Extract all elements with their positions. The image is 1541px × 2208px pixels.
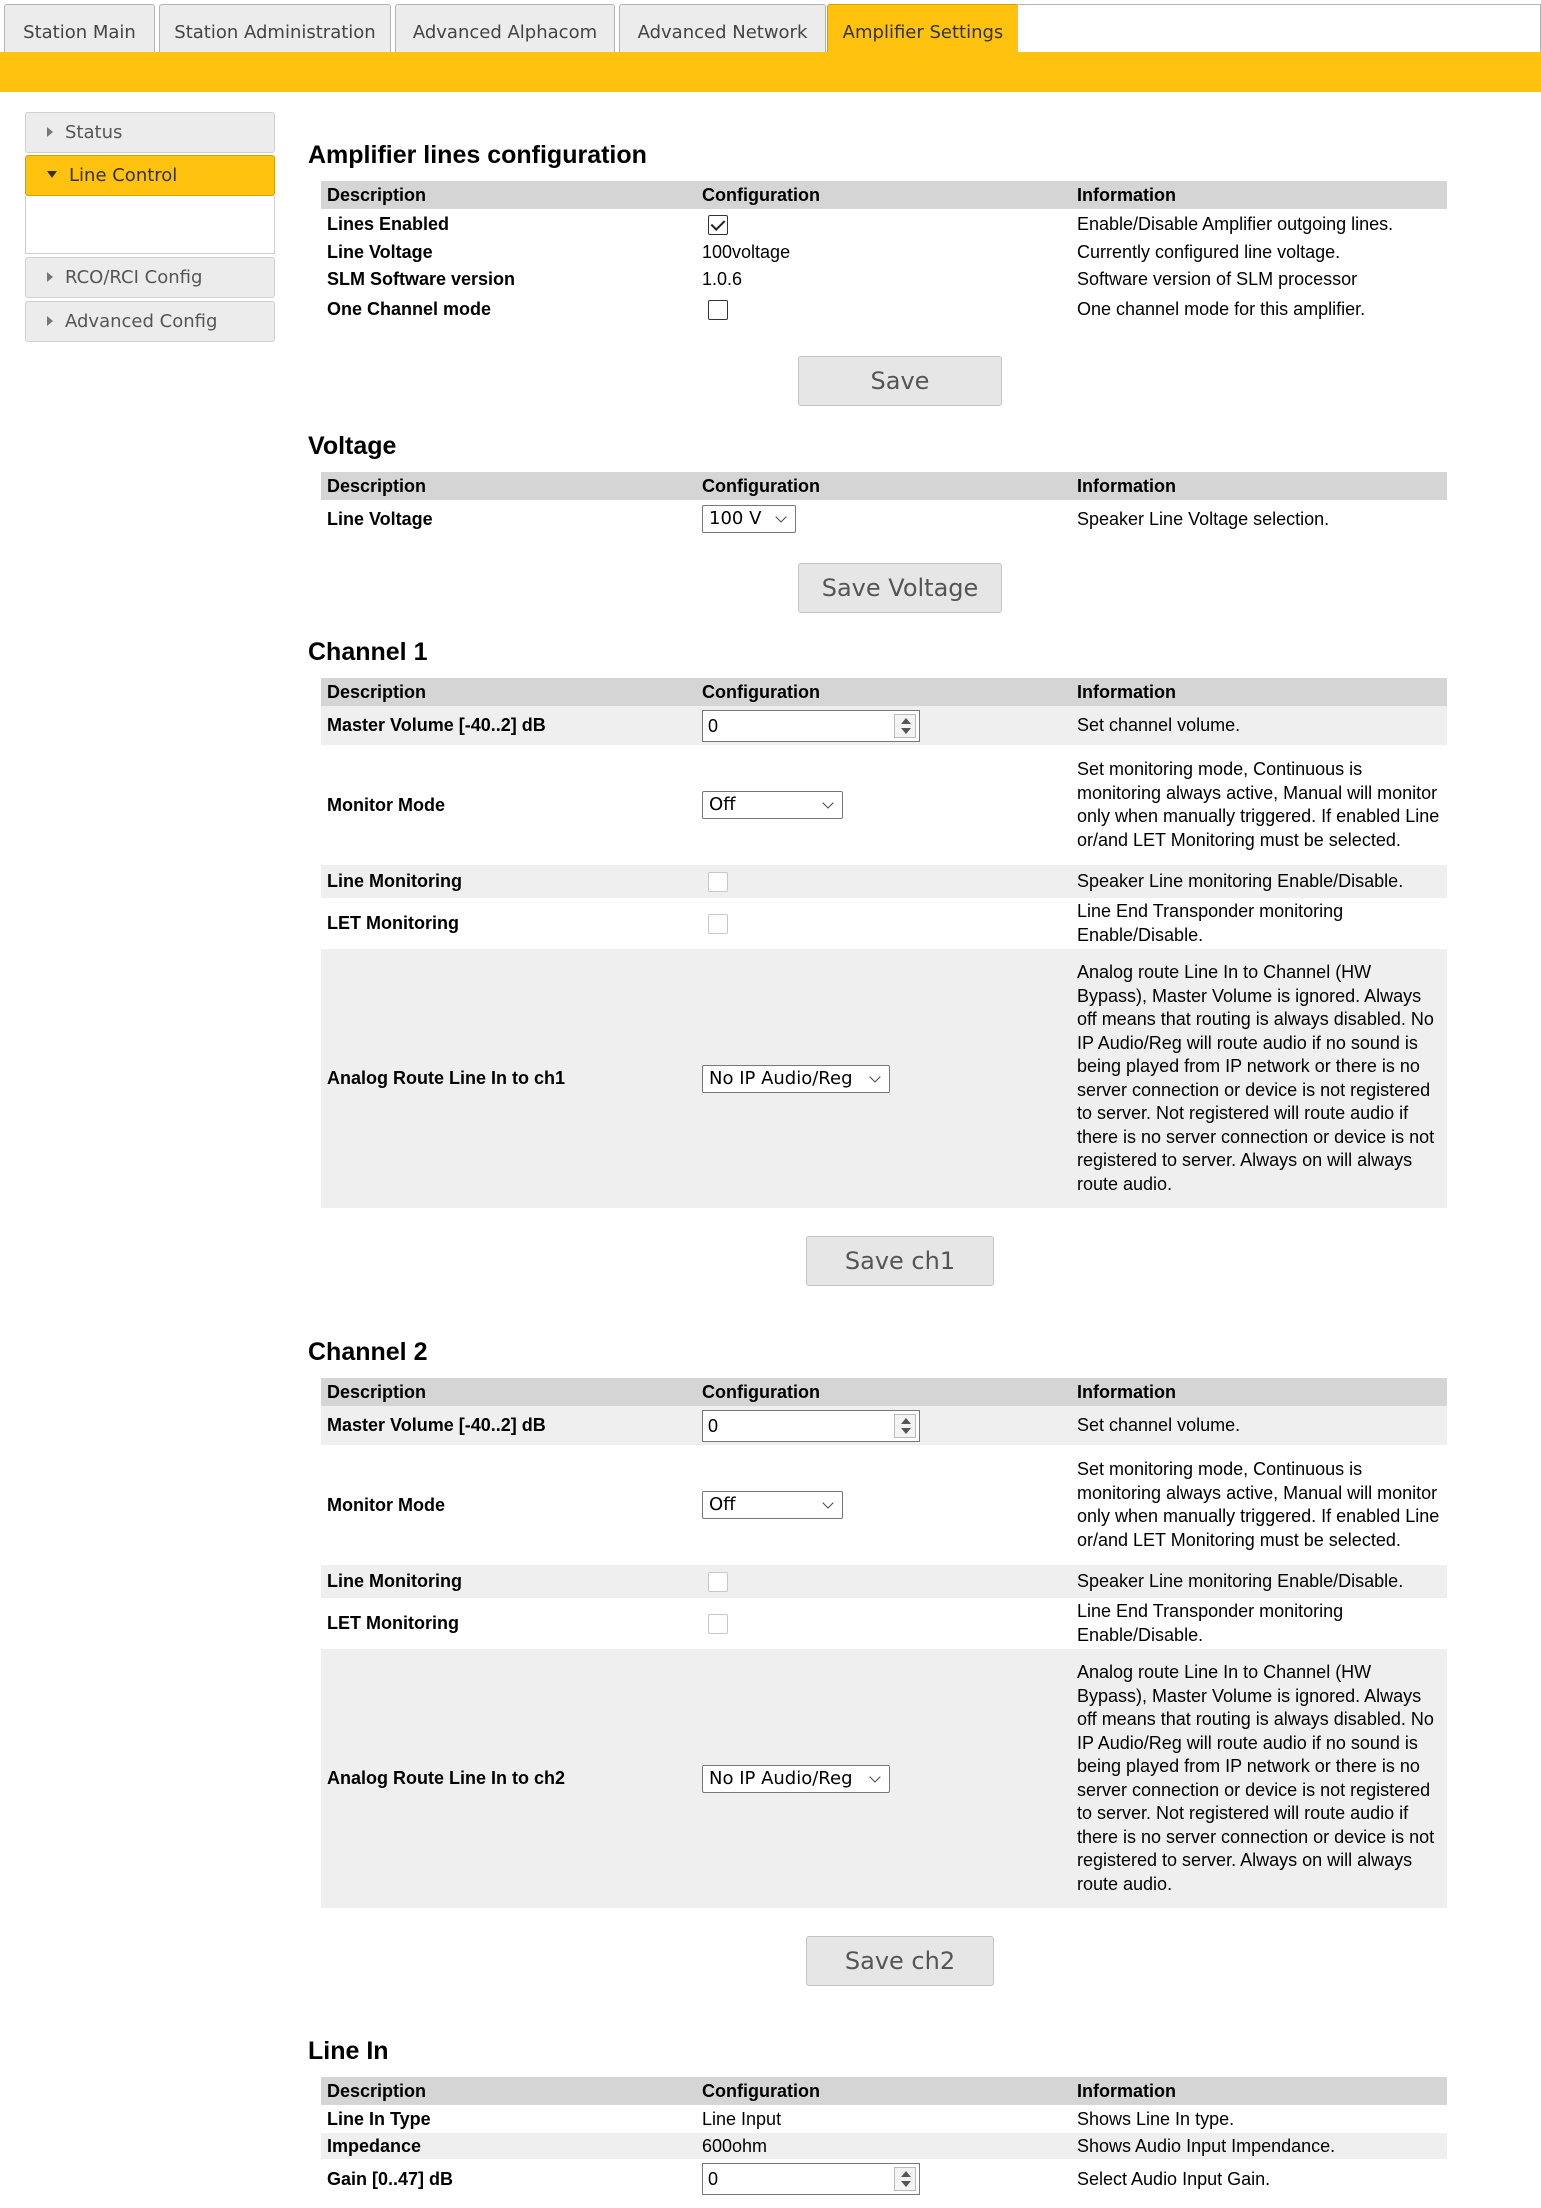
row-label: SLM Software version	[327, 269, 516, 289]
col-header-description: Description	[321, 2077, 696, 2105]
row-info: Speaker Line Voltage selection.	[1077, 508, 1330, 529]
sidebar-item-label: Advanced Config	[65, 311, 218, 332]
col-header-information: Information	[1071, 678, 1447, 706]
row-label: Monitor Mode	[327, 1494, 445, 1515]
col-header-configuration: Configuration	[696, 678, 1071, 706]
col-header-description: Description	[321, 1378, 696, 1406]
analog-route-select[interactable]: No IP Audio/Reg	[702, 1065, 890, 1093]
section-title-channel-1: Channel 1	[308, 638, 428, 666]
row-label: Monitor Mode	[327, 794, 445, 815]
tab-amplifier-settings[interactable]: Amplifier Settings	[827, 4, 1019, 52]
sidebar-item-label: Status	[65, 122, 123, 143]
monitor-mode-select[interactable]: Off	[702, 1491, 843, 1519]
row-label: Master Volume [-40..2] dB	[321, 706, 696, 745]
sidebar-item-status[interactable]	[25, 112, 275, 153]
row-info: Speaker Line monitoring Enable/Disable.	[1071, 1565, 1447, 1598]
gain-value: 0	[708, 2169, 719, 2189]
tab-bar-filler	[1018, 4, 1541, 52]
top-tab-bar	[0, 0, 1541, 52]
sidebar-item-label: RCO/RCI Config	[65, 267, 203, 288]
row-label: Line In Type	[327, 2108, 431, 2129]
sidebar-item-line-control[interactable]	[25, 155, 275, 196]
row-info: Software version of SLM processor	[1077, 269, 1358, 289]
row-label: Line Monitoring	[321, 1565, 696, 1598]
spinner-icon[interactable]	[894, 2167, 916, 2191]
save-ch2-button[interactable]: Save ch2	[806, 1936, 994, 1986]
row-info: Set channel volume.	[1071, 706, 1447, 745]
sidebar-submenu-panel	[25, 196, 275, 254]
row-info: Shows Line In type.	[1077, 2108, 1235, 2129]
monitor-mode-select[interactable]: Off	[702, 791, 843, 819]
row-info: Set monitoring mode, Continuous is monitoring always active, Manual will monitor only when manually triggered. If enabled Line or/and LET Monitoring must be selected.	[1077, 759, 1440, 850]
master-volume-value: 0	[708, 1415, 719, 1436]
lines-config-table	[321, 181, 1447, 325]
save-ch1-button[interactable]: Save ch1	[806, 1236, 994, 1286]
row-label: Impedance	[321, 2133, 696, 2159]
row-info: Analog route Line In to Channel (HW Bypass), Master Volume is ignored. Always off means that routing is always disabled. No IP Audio/Reg will route audio if no sound is being played from IP network or there is no server connection or device is not registered to server. Not registered will route audio if there is no server connection or device is not registered to server. Always on will always route audio.	[1071, 1649, 1447, 1908]
save-voltage-button[interactable]: Save Voltage	[798, 563, 1002, 613]
one-channel-mode-checkbox[interactable]	[708, 300, 728, 320]
channel-1-table	[321, 678, 1447, 1208]
col-header-configuration: Configuration	[696, 1378, 1071, 1406]
master-volume-input[interactable]	[702, 1410, 920, 1442]
row-info: Analog route Line In to Channel (HW Bypass), Master Volume is ignored. Always off means that routing is always disabled. No IP Audio/Reg will route audio if no sound is being played from IP network or there is no server connection or device is not registered to server. Not registered will route audio if there is no server connection or device is not registered to server. Always on will always route audio.	[1071, 949, 1447, 1208]
tab-advanced-alphacom[interactable]: Advanced Alphacom	[395, 4, 615, 52]
analog-route-select[interactable]: No IP Audio/Reg	[702, 1765, 890, 1793]
chevron-right-icon	[47, 316, 53, 326]
row-info: Speaker Line monitoring Enable/Disable.	[1071, 865, 1447, 898]
gain-input[interactable]	[702, 2163, 920, 2195]
line-in-table	[321, 2077, 1447, 2199]
section-title-line-in: Line In	[308, 2037, 389, 2065]
row-info: Line End Transponder monitoring Enable/Disable.	[1077, 1601, 1344, 1645]
header-strip	[0, 52, 1541, 92]
row-label: Line Monitoring	[321, 865, 696, 898]
master-volume-input[interactable]	[702, 710, 920, 742]
row-label: Gain [0..47] dB	[327, 2168, 454, 2189]
line-monitoring-checkbox[interactable]	[708, 872, 728, 892]
let-monitoring-checkbox[interactable]	[708, 914, 728, 934]
col-header-information: Information	[1071, 181, 1447, 209]
row-info: One channel mode for this amplifier.	[1077, 298, 1366, 319]
col-header-configuration: Configuration	[696, 2077, 1071, 2105]
tab-advanced-network[interactable]: Advanced Network	[619, 4, 826, 52]
line-in-type-value: Line Input	[702, 2108, 782, 2129]
impedance-value: 600ohm	[696, 2133, 1071, 2159]
row-info: Currently configured line voltage.	[1077, 242, 1341, 262]
col-header-description: Description	[321, 678, 696, 706]
col-header-configuration: Configuration	[696, 181, 1071, 209]
row-label: Analog Route Line In to ch1	[321, 949, 696, 1208]
row-info: Enable/Disable Amplifier outgoing lines.	[1077, 213, 1394, 234]
lines-enabled-checkbox[interactable]	[708, 215, 728, 235]
row-label: Analog Route Line In to ch2	[321, 1649, 696, 1908]
line-voltage-select[interactable]: 100 V	[702, 505, 796, 533]
tab-station-main[interactable]: Station Main	[4, 4, 155, 52]
section-title-voltage: Voltage	[308, 432, 397, 460]
master-volume-value: 0	[708, 715, 719, 736]
row-label: Master Volume [-40..2] dB	[321, 1406, 696, 1445]
spinner-icon[interactable]	[894, 1414, 916, 1438]
sidebar-item-advanced-config[interactable]	[25, 301, 275, 342]
slm-version-value: 1.0.6	[702, 269, 743, 289]
sidebar-item-rco-rci-config[interactable]	[25, 257, 275, 298]
section-title-channel-2: Channel 2	[308, 1338, 428, 1366]
col-header-information: Information	[1071, 1378, 1447, 1406]
col-header-description: Description	[321, 181, 696, 209]
chevron-down-icon	[47, 171, 57, 178]
section-title-lines-config: Amplifier lines configuration	[308, 141, 647, 169]
channel-2-table	[321, 1378, 1447, 1908]
voltage-table	[321, 472, 1447, 538]
line-voltage-value: 100voltage	[702, 242, 791, 262]
sidebar-item-label: Line Control	[69, 165, 178, 186]
chevron-right-icon	[47, 272, 53, 282]
col-header-information: Information	[1071, 2077, 1447, 2105]
chevron-right-icon	[47, 127, 53, 137]
row-info: Shows Audio Input Impendance.	[1071, 2133, 1447, 2159]
row-label: Lines Enabled	[327, 213, 450, 234]
row-label: Line Voltage	[327, 242, 433, 262]
col-header-description: Description	[321, 472, 696, 500]
row-label: LET Monitoring	[327, 1613, 459, 1633]
row-label: One Channel mode	[327, 298, 492, 319]
row-info: Set channel volume.	[1071, 1406, 1447, 1445]
col-header-information: Information	[1071, 472, 1447, 500]
row-label: Line Voltage	[327, 508, 433, 529]
row-info: Set monitoring mode, Continuous is monitoring always active, Manual will monitor only when manually triggered. If enabled Line or/and LET Monitoring must be selected.	[1077, 1459, 1440, 1550]
col-header-configuration: Configuration	[696, 472, 1071, 500]
line-monitoring-checkbox[interactable]	[708, 1572, 728, 1592]
let-monitoring-checkbox[interactable]	[708, 1614, 728, 1634]
row-info: Select Audio Input Gain.	[1077, 2168, 1271, 2189]
row-info: Line End Transponder monitoring Enable/Disable.	[1077, 901, 1344, 945]
tab-station-administration[interactable]: Station Administration	[159, 4, 391, 52]
save-button[interactable]: Save	[798, 356, 1002, 406]
spinner-icon[interactable]	[894, 714, 916, 738]
row-label: LET Monitoring	[327, 913, 459, 933]
